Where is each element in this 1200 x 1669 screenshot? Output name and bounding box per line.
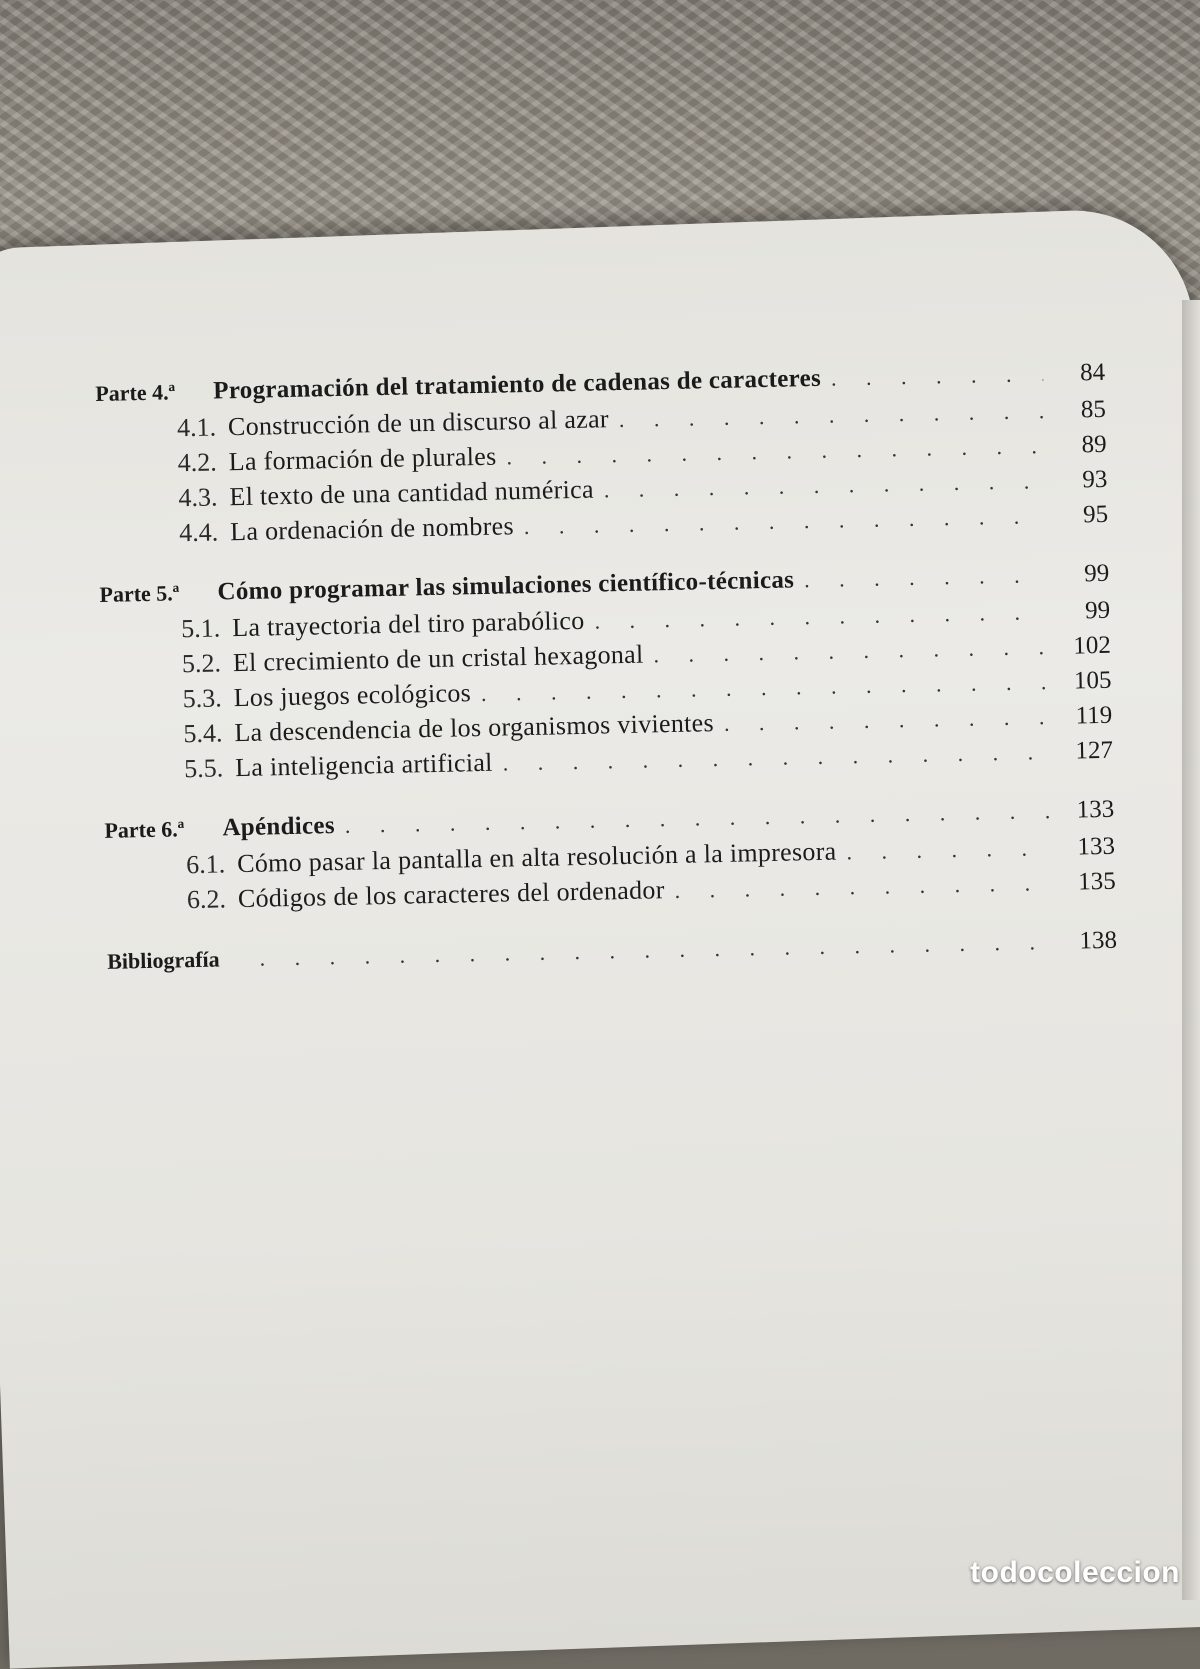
toc-part-6 [104, 796, 1116, 922]
bibliography-label: Bibliografía [106, 946, 220, 974]
entry-number: 5.4. [183, 718, 223, 749]
entry-title: Cómo pasar la pantalla en alta resolución a la impresora [236, 836, 837, 879]
entry-number: 6.1. [185, 849, 226, 880]
part-title: Programación del tratamiento de cadenas de caracteres [212, 364, 822, 405]
page-number: 127 [1075, 736, 1114, 765]
facing-page-edge [1182, 300, 1200, 1600]
entry-title: Códigos de los caracteres del ordenador [237, 875, 665, 914]
page-number: 95 [1082, 500, 1109, 529]
leader-dots [259, 929, 1055, 972]
entry-title: La ordenación de nombres [229, 511, 515, 547]
page-number: 85 [1080, 395, 1107, 424]
leader-dots [594, 599, 1048, 634]
entry-title: La formación de plurales [228, 441, 497, 477]
leader-dots [831, 361, 1044, 391]
show-through-text [713, 1142, 1187, 1578]
page-number: 138 [1079, 926, 1118, 955]
entry-number: 5.2. [181, 648, 222, 679]
leader-dots [524, 503, 1047, 540]
entry-number: 5.5. [183, 753, 224, 784]
leader-dots [674, 870, 1054, 904]
toc-part-4 [95, 359, 1108, 555]
part-title: Cómo programar las simulaciones científico-técnicas [217, 566, 795, 606]
entry-number: 4.2. [177, 447, 218, 478]
entry-number: 4.1. [176, 412, 217, 443]
leader-dots [846, 835, 1053, 865]
entry-title: La trayectoria del tiro parabólico [231, 605, 585, 643]
entry-title: El crecimiento de un cristal hexagonal [232, 639, 644, 678]
page-number: 89 [1081, 430, 1107, 459]
entry-title: La inteligencia artificial [234, 747, 493, 783]
entry-number: 4.3. [178, 482, 218, 513]
leader-dots [506, 433, 1045, 470]
page-number: 135 [1077, 867, 1117, 896]
leader-dots [345, 798, 1053, 839]
page-number: 93 [1082, 465, 1108, 494]
page-number: 99 [1083, 559, 1110, 588]
entry-title: El texto de una cantidad numérica [229, 474, 595, 512]
page-number: 133 [1076, 795, 1115, 824]
table-of-contents [95, 359, 1118, 1009]
page-number: 105 [1073, 666, 1112, 695]
toc-part-heading [107, 927, 1118, 983]
watermark: todocoleccion [970, 1556, 1180, 1589]
part-label: Parte 4.ª [95, 379, 176, 406]
entry-title: Los juegos ecológicos [233, 678, 472, 713]
toc-part-5 [99, 560, 1113, 791]
entry-number: 4.4. [178, 517, 219, 548]
page-number: 133 [1077, 832, 1116, 861]
page-number: 84 [1079, 358, 1106, 387]
leader-dots [604, 468, 1046, 503]
entry-number: 5.3. [182, 683, 222, 714]
page-number: 119 [1075, 701, 1113, 730]
part-label: Parte 6.ª [104, 816, 185, 843]
part-label: Parte 5.ª [99, 580, 180, 607]
entry-number: 5.1. [180, 613, 221, 644]
toc-bibliography [107, 927, 1118, 983]
leader-dots [619, 398, 1045, 433]
leader-dots [653, 634, 1049, 668]
leader-dots [724, 704, 1051, 737]
page-number: 102 [1073, 631, 1112, 660]
entry-title: La descendencia de los organismos vivientes [234, 708, 715, 748]
part-title: Apéndices [222, 812, 336, 842]
page-number: 99 [1084, 596, 1111, 625]
entry-title: Construcción de un discurso al azar [227, 404, 610, 442]
entry-number: 6.2. [186, 884, 227, 915]
leader-dots [804, 562, 1048, 593]
